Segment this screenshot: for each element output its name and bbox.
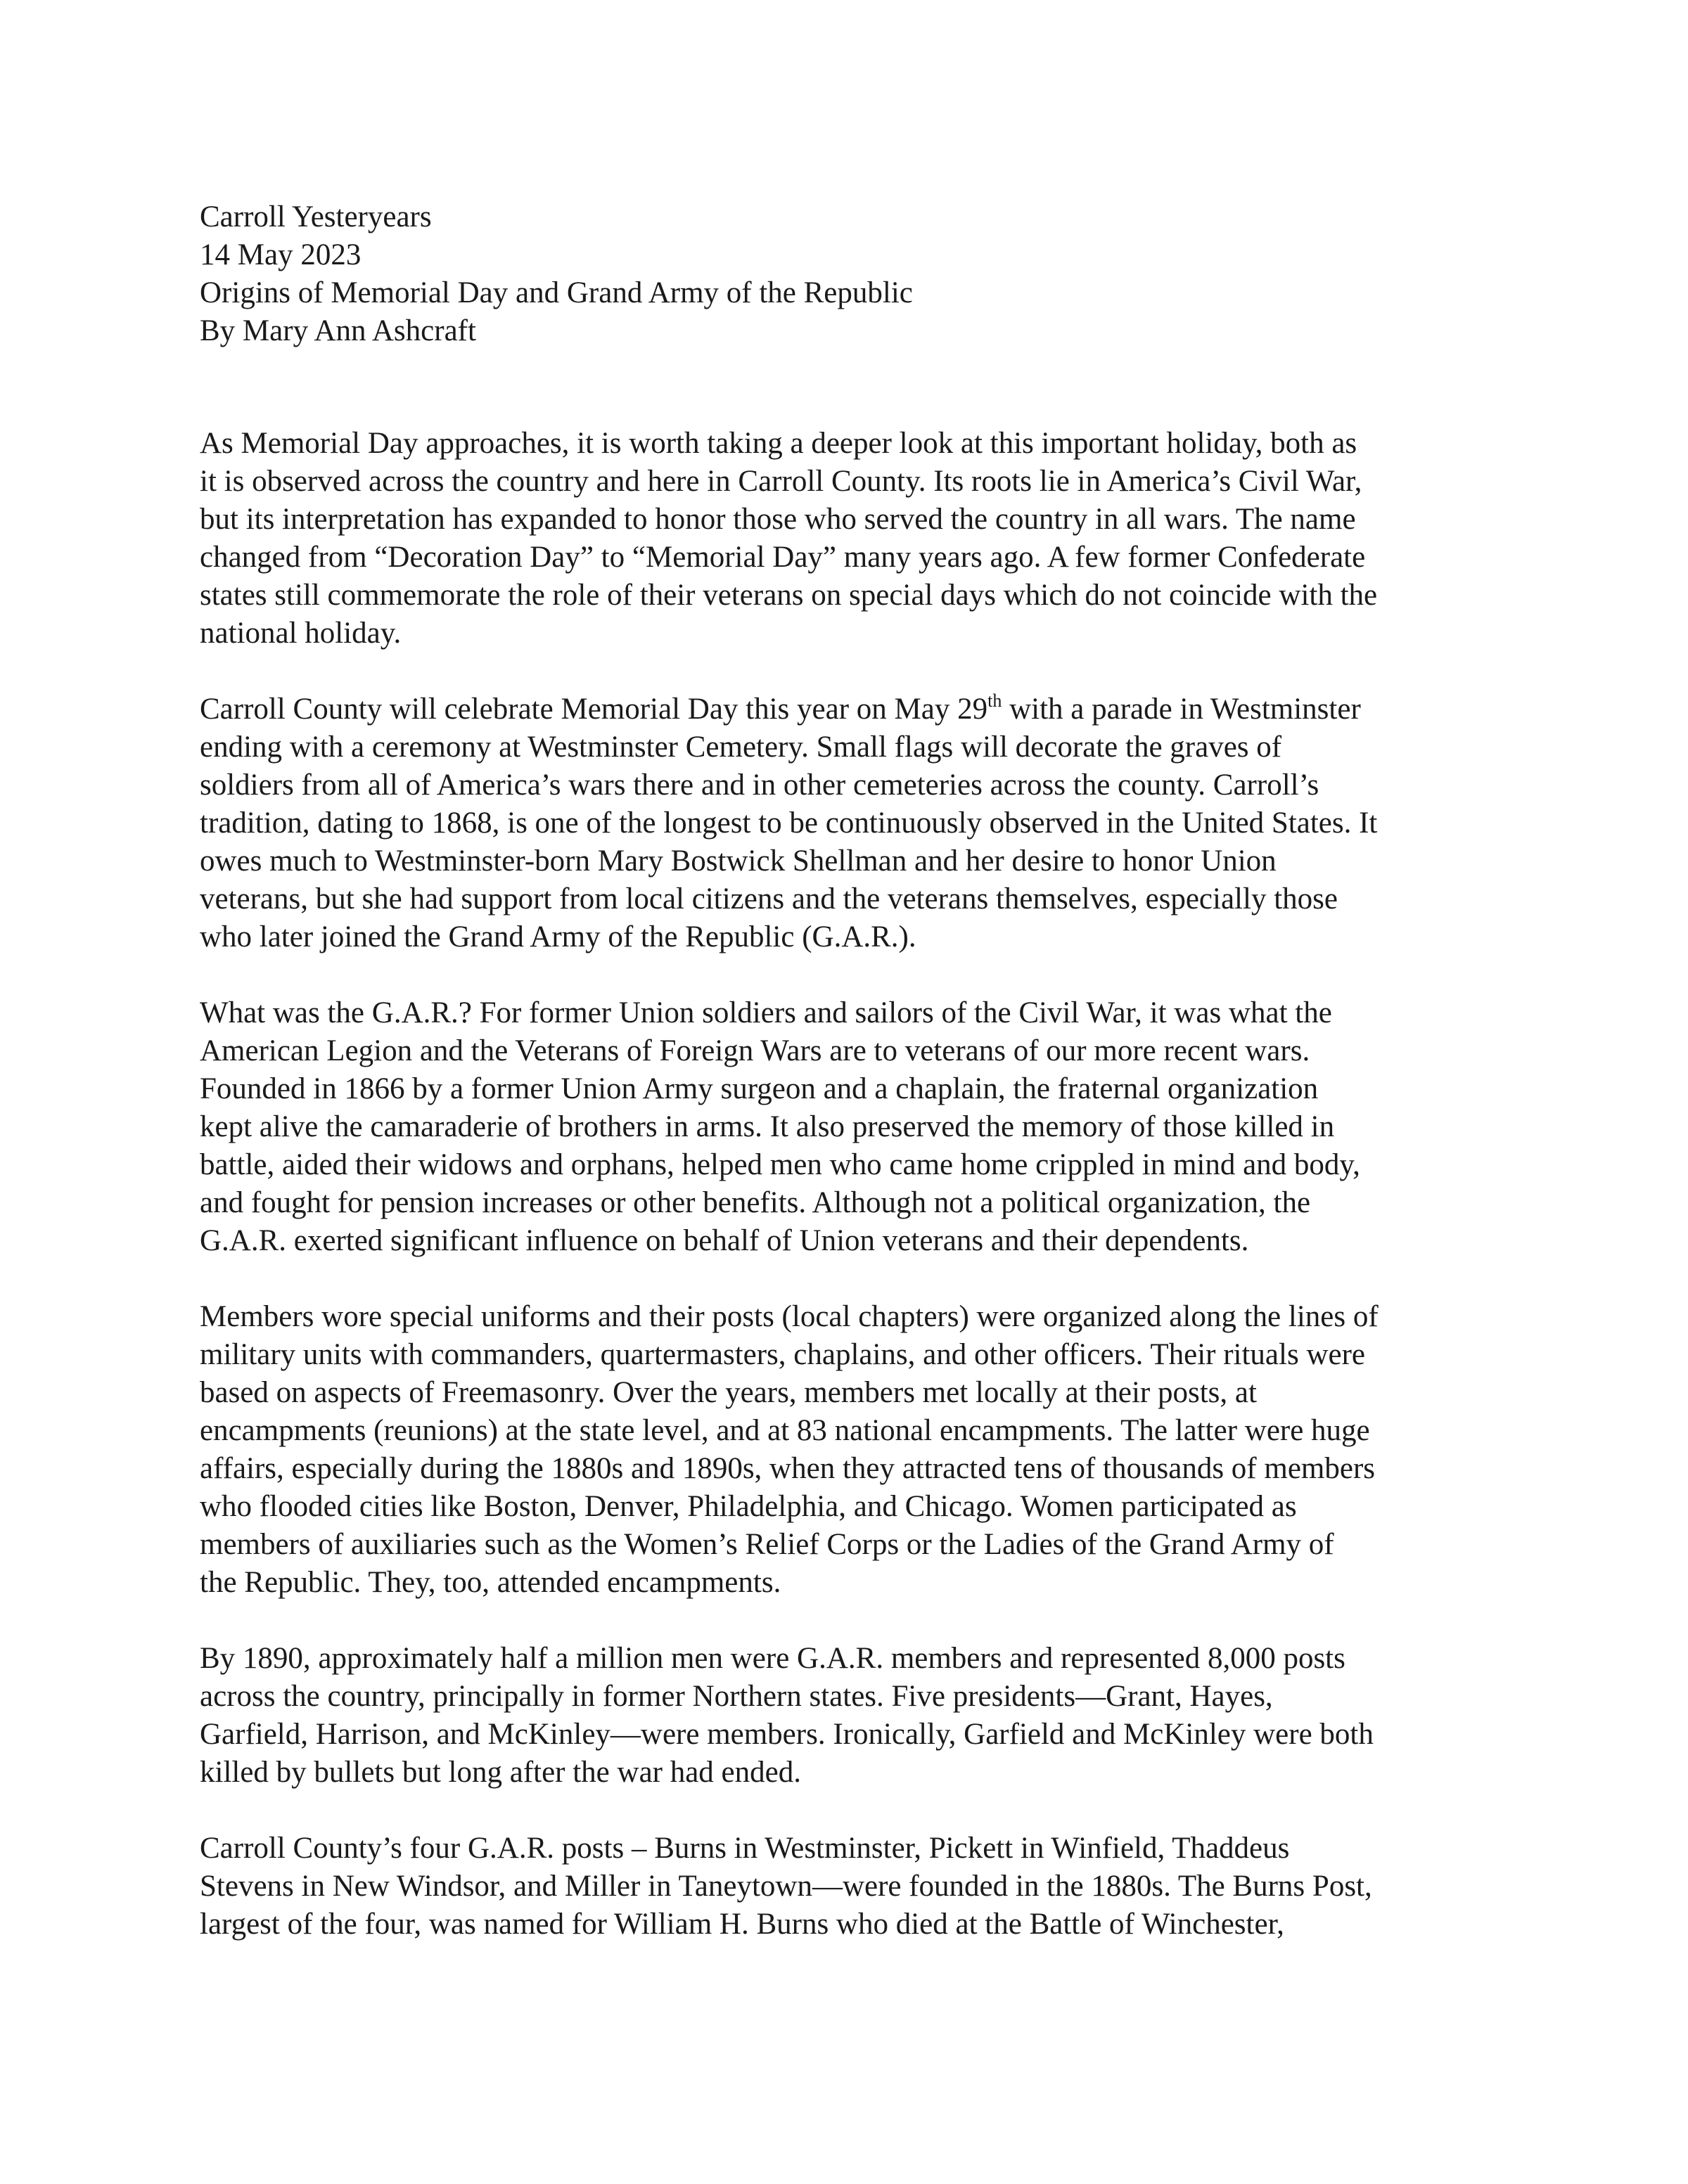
text-line-with-superscript (200, 690, 1515, 728)
text-line: killed by bullets but long after the war had ended. (200, 1756, 801, 1789)
paragraph-3 (200, 994, 1515, 1260)
publication-date: 14 May 2023 (200, 238, 362, 271)
column-name: Carroll Yesteryears (200, 200, 432, 233)
text-line: the Republic. They, too, attended encampments. (200, 1566, 781, 1599)
text-line: changed from “Decoration Day” to “Memorial Day” many years ago. A few former Confederate (200, 541, 1366, 574)
text-line: who later joined the Grand Army of the Republic (G.A.R.). (200, 920, 916, 953)
paragraph-5 (200, 1640, 1515, 1792)
text-line: across the country, principally in former Northern states. Five presidents—Grant, Hayes, (200, 1680, 1273, 1713)
article-title: Origins of Memorial Day and Grand Army of the Republic (200, 276, 913, 309)
text-line: Stevens in New Windsor, and Miller in Taneytown—were founded in the 1880s. The Burns Post, (200, 1870, 1372, 1903)
text-line: Founded in 1866 by a former Union Army surgeon and a chaplain, the fraternal organization (200, 1072, 1319, 1105)
text-line: and fought for pension increases or other benefits. Although not a political organization, the (200, 1186, 1311, 1219)
text-line: owes much to Westminster-born Mary Bostwick Shellman and her desire to honor Union (200, 844, 1277, 878)
text-line: affairs, especially during the 1880s and 1890s, when they attracted tens of thousands of members (200, 1452, 1375, 1485)
text-line: As Memorial Day approaches, it is worth taking a deeper look at this important holiday, both as (200, 427, 1357, 460)
text-line: battle, aided their widows and orphans, helped men who came home crippled in mind and body, (200, 1148, 1360, 1181)
text-line: kept alive the camaraderie of brothers in arms. It also preserved the memory of those killed in (200, 1110, 1335, 1143)
text-line: who flooded cities like Boston, Denver, Philadelphia, and Chicago. Women participated as (200, 1490, 1297, 1523)
text-fragment: Carroll County will celebrate Memorial Day this year on May 29 (200, 693, 988, 726)
byline: By Mary Ann Ashcraft (200, 314, 476, 347)
text-line: it is observed across the country and here in Carroll County. Its roots lie in America’s Civil War, (200, 465, 1362, 498)
text-line: based on aspects of Freemasonry. Over the years, members met locally at their posts, at (200, 1376, 1257, 1409)
text-line: Carroll County’s four G.A.R. posts – Burns in Westminster, Pickett in Winfield, Thaddeus (200, 1832, 1290, 1865)
text-line: members of auxiliaries such as the Women’s Relief Corps or the Ladies of the Grand Army of (200, 1528, 1334, 1561)
text-line: states still commemorate the role of their veterans on special days which do not coincide with the (200, 579, 1378, 612)
paragraph-4 (200, 1298, 1515, 1602)
article-body (200, 198, 1515, 1944)
text-fragment: with a parade in Westminster (1002, 693, 1361, 726)
article-header (200, 198, 1515, 350)
text-line: tradition, dating to 1868, is one of the longest to be continuously observed in the United States. It (200, 807, 1378, 840)
text-line: soldiers from all of America’s wars there and in other cemeteries across the county. Carroll’s (200, 769, 1319, 802)
text-line: largest of the four, was named for William H. Burns who died at the Battle of Winchester, (200, 1908, 1284, 1941)
text-line: national holiday. (200, 617, 402, 650)
text-line: but its interpretation has expanded to honor those who served the country in all wars. The name (200, 503, 1356, 536)
text-line: Members wore special uniforms and their posts (local chapters) were organized along the lines of (200, 1300, 1379, 1333)
text-line: military units with commanders, quartermasters, chaplains, and other officers. Their rituals were (200, 1338, 1365, 1371)
paragraph-6 (200, 1830, 1515, 1944)
paragraph-1 (200, 425, 1515, 653)
text-line: encampments (reunions) at the state level, and at 83 national encampments. The latter were huge (200, 1414, 1370, 1447)
text-line: G.A.R. exerted significant influence on behalf of Union veterans and their dependents. (200, 1224, 1249, 1257)
paragraph-2 (200, 690, 1515, 956)
text-line: Garfield, Harrison, and McKinley—were members. Ironically, Garfield and McKinley were both (200, 1718, 1374, 1751)
text-line: veterans, but she had support from local citizens and the veterans themselves, especially those (200, 882, 1338, 916)
text-line: What was the G.A.R.? For former Union soldiers and sailors of the Civil War, it was what the (200, 996, 1332, 1029)
text-line: ending with a ceremony at Westminster Cemetery. Small flags will decorate the graves of (200, 731, 1282, 764)
ordinal-superscript: th (987, 690, 1002, 711)
text-line: By 1890, approximately half a million men were G.A.R. members and represented 8,000 posts (200, 1642, 1345, 1675)
text-line: American Legion and the Veterans of Foreign Wars are to veterans of our more recent wars. (200, 1034, 1310, 1067)
